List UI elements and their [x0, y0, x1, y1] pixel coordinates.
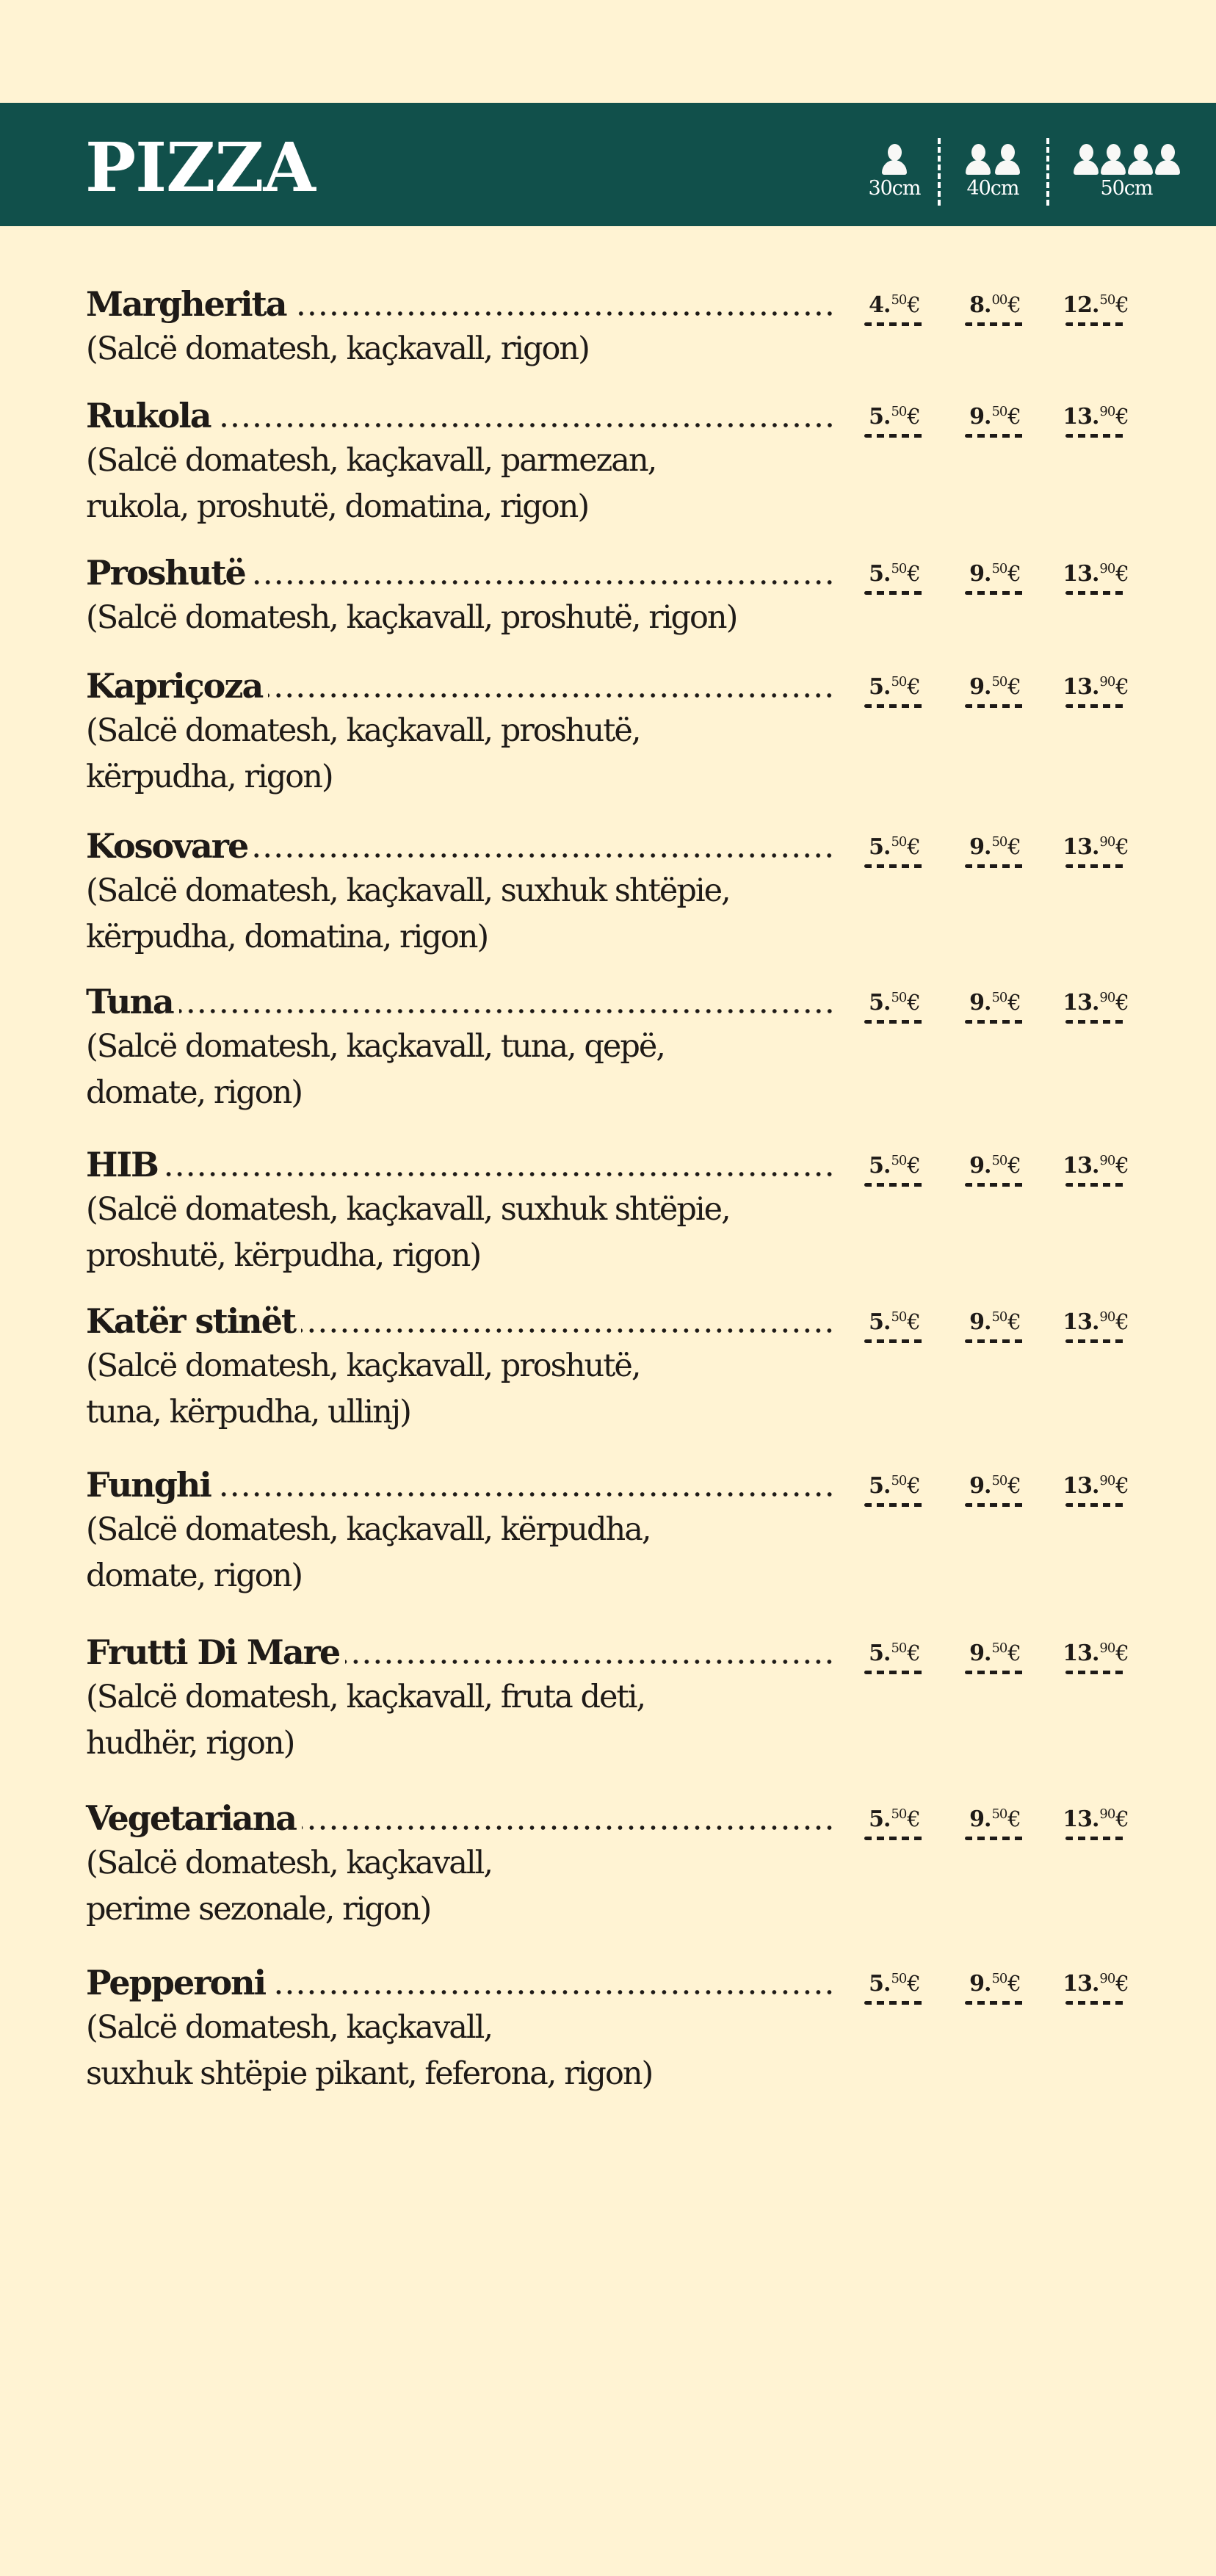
price-underline — [864, 434, 924, 438]
price-whole: 13. — [1063, 1473, 1099, 1499]
price-underline — [864, 704, 924, 708]
item-description: (Salcë domatesh, kaçkavall, parmezan, rukola, proshutë, domatina, rigon) — [86, 442, 656, 525]
item-name-row — [86, 1632, 835, 1673]
price-underline — [1065, 864, 1126, 868]
price-underline — [965, 864, 1025, 868]
item-name: Margherita — [86, 284, 286, 324]
item-description: (Salcë domatesh, kaçkavall, rigon) — [86, 330, 589, 367]
price-whole: 13. — [1063, 1309, 1099, 1335]
item-description: (Salcë domatesh, kaçkavall, suxhuk shtëpie, proshutë, kërpudha, rigon) — [86, 1191, 730, 1274]
currency-symbol: € — [1007, 990, 1021, 1015]
section-header — [0, 103, 1216, 226]
price-whole: 13. — [1063, 404, 1099, 430]
item-name-row — [86, 1464, 835, 1505]
currency-symbol: € — [907, 1153, 920, 1178]
price-whole: 8. — [969, 292, 991, 318]
currency-symbol: € — [907, 1309, 920, 1334]
price-50cm — [1063, 1469, 1129, 1507]
price-50cm — [1063, 1305, 1129, 1343]
price-whole: 9. — [969, 404, 991, 430]
price-30cm — [861, 830, 927, 868]
price-whole: 13. — [1063, 561, 1099, 587]
price-whole: 5. — [869, 834, 891, 860]
price-50cm — [1063, 1967, 1129, 2005]
currency-symbol: € — [1115, 1309, 1129, 1334]
price-underline — [864, 1183, 924, 1187]
price-cents: 50 — [1099, 292, 1115, 308]
price-cents: 50 — [891, 834, 907, 850]
item-name-row — [86, 665, 835, 706]
price-underline — [864, 322, 924, 326]
price-30cm — [861, 1148, 927, 1187]
menu-item — [86, 1300, 1187, 1436]
dot-leader — [253, 853, 835, 858]
price-whole: 9. — [969, 1806, 991, 1832]
price-cents: 50 — [991, 561, 1007, 576]
person-icon — [1073, 144, 1099, 175]
price-cents: 50 — [991, 990, 1007, 1005]
currency-symbol: € — [907, 292, 920, 317]
price-whole: 9. — [969, 674, 991, 700]
price-cents: 50 — [991, 1473, 1007, 1488]
price-cents: 50 — [891, 674, 907, 690]
menu-item — [86, 283, 1187, 372]
price-underline — [965, 1183, 1025, 1187]
price-50cm — [1063, 288, 1129, 326]
item-description: (Salcë domatesh, kaçkavall, proshutë, tuna, kërpudha, ullinj) — [86, 1347, 640, 1430]
currency-symbol: € — [1115, 674, 1129, 699]
item-name: Proshutë — [86, 553, 245, 593]
person-icon — [994, 144, 1021, 175]
currency-symbol: € — [1115, 1971, 1129, 1996]
price-cents: 90 — [1099, 1153, 1115, 1168]
price-cents: 50 — [891, 1640, 907, 1656]
currency-symbol: € — [907, 1473, 920, 1498]
price-whole: 13. — [1063, 1806, 1099, 1832]
item-name: Kosovare — [86, 826, 248, 866]
price-cents: 50 — [891, 292, 907, 308]
price-cents: 50 — [891, 1473, 907, 1488]
price-underline — [1065, 322, 1126, 326]
menu-item — [86, 552, 1187, 641]
price-cents: 90 — [1099, 404, 1115, 419]
price-underline — [965, 1020, 1025, 1024]
price-40cm — [962, 670, 1028, 708]
price-underline — [864, 1020, 924, 1024]
currency-symbol: € — [1115, 1640, 1129, 1665]
item-description: (Salcë domatesh, kaçkavall, suxhuk shtëpie, kërpudha, domatina, rigon) — [86, 872, 730, 955]
price-whole: 12. — [1063, 292, 1099, 318]
price-cents: 90 — [1099, 1806, 1115, 1822]
price-50cm — [1063, 985, 1129, 1024]
price-40cm — [962, 830, 1028, 868]
price-whole: 9. — [969, 834, 991, 860]
dot-leader — [217, 1492, 835, 1497]
dot-leader — [217, 423, 835, 427]
price-underline — [965, 2001, 1025, 2005]
price-underline — [965, 1837, 1025, 1840]
currency-symbol: € — [1007, 1153, 1021, 1178]
price-30cm — [861, 399, 927, 438]
price-30cm — [861, 985, 927, 1024]
dot-leader — [179, 1009, 835, 1013]
item-name-row — [86, 1962, 835, 2003]
price-cents: 50 — [991, 1971, 1007, 1986]
price-cents: 50 — [891, 990, 907, 1005]
dot-leader — [301, 1328, 835, 1333]
price-whole: 9. — [969, 1153, 991, 1179]
price-underline — [864, 864, 924, 868]
price-whole: 5. — [869, 1309, 891, 1335]
price-30cm — [861, 1967, 927, 2005]
item-name: Funghi — [86, 1465, 211, 1505]
currency-symbol: € — [907, 1640, 920, 1665]
price-whole: 13. — [1063, 674, 1099, 700]
section-title: PIZZA — [85, 128, 315, 207]
item-name-row — [86, 395, 835, 436]
menu-item — [86, 1632, 1187, 1767]
item-name: Tuna — [86, 982, 173, 1021]
price-cents: 90 — [1099, 990, 1115, 1005]
currency-symbol: € — [1007, 561, 1021, 586]
currency-symbol: € — [907, 404, 920, 429]
price-30cm — [861, 1469, 927, 1507]
item-description: (Salcë domatesh, kaçkavall, perime sezonale, rigon) — [86, 1845, 493, 1928]
item-name: HIB — [86, 1145, 158, 1184]
size-divider — [938, 138, 941, 206]
price-underline — [1065, 2001, 1126, 2005]
price-whole: 5. — [869, 561, 891, 587]
price-underline — [864, 591, 924, 595]
item-name-row — [86, 1144, 835, 1185]
dot-leader — [251, 580, 835, 585]
currency-symbol: € — [1115, 990, 1129, 1015]
item-name-row — [86, 1300, 835, 1342]
item-name-row — [86, 981, 835, 1022]
price-underline — [965, 434, 1025, 438]
price-underline — [965, 1671, 1025, 1674]
currency-symbol: € — [907, 674, 920, 699]
price-cents: 50 — [991, 674, 1007, 690]
item-description: (Salcë domatesh, kaçkavall, fruta deti, hudhër, rigon) — [86, 1679, 645, 1762]
price-whole: 9. — [969, 561, 991, 587]
menu-item — [86, 1962, 1187, 2097]
price-30cm — [861, 1802, 927, 1840]
price-40cm — [962, 1305, 1028, 1343]
price-underline — [1065, 704, 1126, 708]
price-underline — [864, 1837, 924, 1840]
price-whole: 13. — [1063, 834, 1099, 860]
currency-symbol: € — [1007, 404, 1021, 429]
currency-symbol: € — [1115, 404, 1129, 429]
price-cents: 50 — [891, 1806, 907, 1822]
dot-leader — [164, 1172, 835, 1176]
price-whole: 13. — [1063, 1640, 1099, 1666]
price-whole: 5. — [869, 1806, 891, 1832]
dot-leader — [271, 1990, 835, 1994]
price-40cm — [962, 1148, 1028, 1187]
currency-symbol: € — [907, 1806, 920, 1831]
price-underline — [1065, 1671, 1126, 1674]
price-40cm — [962, 985, 1028, 1024]
currency-symbol: € — [1007, 1309, 1021, 1334]
price-cents: 50 — [891, 1309, 907, 1325]
price-cents: 90 — [1099, 1309, 1115, 1325]
price-30cm — [861, 1636, 927, 1674]
price-30cm — [861, 288, 927, 326]
menu-item — [86, 1144, 1187, 1279]
currency-symbol: € — [1115, 834, 1129, 859]
menu-item — [86, 395, 1187, 530]
currency-symbol: € — [1007, 834, 1021, 859]
price-whole: 4. — [869, 292, 891, 318]
item-name-row — [86, 552, 835, 593]
price-whole: 13. — [1063, 1153, 1099, 1179]
price-whole: 5. — [869, 1971, 891, 1997]
price-underline — [864, 1339, 924, 1343]
price-whole: 13. — [1063, 990, 1099, 1016]
item-description: (Salcë domatesh, kaçkavall, proshutë, kërpudha, rigon) — [86, 712, 640, 795]
size-label: 40cm — [966, 177, 1019, 200]
item-name-row — [86, 283, 835, 325]
item-name-row — [86, 1798, 835, 1839]
menu-item — [86, 981, 1187, 1116]
price-underline — [965, 1503, 1025, 1507]
price-underline — [1065, 1837, 1126, 1840]
price-50cm — [1063, 1802, 1129, 1840]
size-label: 30cm — [868, 177, 921, 200]
currency-symbol: € — [1115, 1806, 1129, 1831]
price-cents: 50 — [991, 404, 1007, 419]
price-whole: 5. — [869, 990, 891, 1016]
persons-2 — [950, 142, 1035, 175]
item-name: Frutti Di Mare — [86, 1632, 340, 1672]
price-30cm — [861, 557, 927, 595]
currency-symbol: € — [1115, 292, 1129, 317]
price-50cm — [1063, 670, 1129, 708]
price-whole: 5. — [869, 1153, 891, 1179]
menu-item — [86, 1798, 1187, 1933]
price-50cm — [1063, 830, 1129, 868]
item-description: (Salcë domatesh, kaçkavall, proshutë, rigon) — [86, 599, 737, 636]
dot-leader — [302, 1826, 835, 1830]
price-underline — [965, 1339, 1025, 1343]
dot-leader — [268, 693, 835, 698]
size-50cm — [1066, 142, 1187, 200]
price-underline — [965, 322, 1025, 326]
price-40cm — [962, 288, 1028, 326]
price-whole: 5. — [869, 674, 891, 700]
price-cents: 90 — [1099, 834, 1115, 850]
persons-4 — [1066, 142, 1187, 175]
price-whole: 13. — [1063, 1971, 1099, 1997]
person-icon — [1127, 144, 1154, 175]
currency-symbol: € — [1007, 292, 1021, 317]
price-whole: 5. — [869, 404, 891, 430]
price-underline — [1065, 1339, 1126, 1343]
currency-symbol: € — [907, 990, 920, 1015]
currency-symbol: € — [1007, 1806, 1021, 1831]
price-40cm — [962, 1802, 1028, 1840]
price-whole: 5. — [869, 1473, 891, 1499]
price-underline — [864, 1671, 924, 1674]
item-description: (Salcë domatesh, kaçkavall, tuna, qepë, domate, rigon) — [86, 1028, 665, 1111]
price-cents: 50 — [991, 1309, 1007, 1325]
price-whole: 9. — [969, 1309, 991, 1335]
price-underline — [1065, 1183, 1126, 1187]
person-icon — [881, 144, 908, 175]
item-name: Kapriçoza — [86, 666, 263, 706]
price-cents: 50 — [891, 1153, 907, 1168]
person-icon — [965, 144, 991, 175]
currency-symbol: € — [1115, 1473, 1129, 1498]
price-cents: 50 — [991, 1153, 1007, 1168]
menu-item — [86, 825, 1187, 960]
price-40cm — [962, 1469, 1028, 1507]
item-description: (Salcë domatesh, kaçkavall, suxhuk shtëpie pikant, feferona, rigon) — [86, 2009, 653, 2092]
currency-symbol: € — [907, 834, 920, 859]
item-name-row — [86, 825, 835, 866]
size-40cm — [950, 142, 1035, 200]
price-whole: 9. — [969, 990, 991, 1016]
dot-leader — [292, 311, 835, 316]
currency-symbol: € — [1115, 1153, 1129, 1178]
price-underline — [1065, 591, 1126, 595]
price-whole: 9. — [969, 1473, 991, 1499]
size-label: 50cm — [1100, 177, 1153, 200]
price-underline — [864, 1503, 924, 1507]
price-cents: 50 — [891, 561, 907, 576]
price-cents: 90 — [1099, 561, 1115, 576]
item-name: Rukola — [86, 396, 211, 435]
price-whole: 5. — [869, 1640, 891, 1666]
menu-item — [86, 665, 1187, 800]
currency-symbol: € — [1007, 1971, 1021, 1996]
price-40cm — [962, 399, 1028, 438]
price-cents: 50 — [991, 1806, 1007, 1822]
price-30cm — [861, 1305, 927, 1343]
price-30cm — [861, 670, 927, 708]
person-icon — [1100, 144, 1126, 175]
currency-symbol: € — [1007, 1473, 1021, 1498]
price-cents: 90 — [1099, 1971, 1115, 1986]
price-underline — [965, 704, 1025, 708]
price-underline — [1065, 1503, 1126, 1507]
currency-symbol: € — [1115, 561, 1129, 586]
price-cents: 50 — [991, 1640, 1007, 1656]
price-40cm — [962, 1636, 1028, 1674]
price-cents: 90 — [1099, 674, 1115, 690]
price-underline — [1065, 1020, 1126, 1024]
price-cents: 50 — [891, 404, 907, 419]
price-50cm — [1063, 399, 1129, 438]
price-underline — [1065, 434, 1126, 438]
price-cents: 50 — [891, 1971, 907, 1986]
price-cents: 50 — [991, 834, 1007, 850]
price-50cm — [1063, 557, 1129, 595]
price-50cm — [1063, 1636, 1129, 1674]
currency-symbol: € — [907, 561, 920, 586]
price-40cm — [962, 557, 1028, 595]
person-icon — [1154, 144, 1181, 175]
item-name: Katër stinët — [86, 1301, 296, 1341]
price-cents: 90 — [1099, 1640, 1115, 1656]
size-30cm — [861, 142, 928, 200]
price-cents: 00 — [991, 292, 1007, 308]
item-name: Pepperoni — [86, 1963, 266, 2002]
item-name: Vegetariana — [86, 1798, 296, 1838]
price-40cm — [962, 1967, 1028, 2005]
price-whole: 9. — [969, 1971, 991, 1997]
size-divider — [1046, 138, 1049, 206]
dot-leader — [345, 1660, 835, 1664]
persons-1 — [861, 142, 928, 175]
item-description: (Salcë domatesh, kaçkavall, kërpudha, domate, rigon) — [86, 1511, 651, 1594]
price-underline — [965, 591, 1025, 595]
menu-item — [86, 1464, 1187, 1599]
currency-symbol: € — [1007, 674, 1021, 699]
price-cents: 90 — [1099, 1473, 1115, 1488]
price-50cm — [1063, 1148, 1129, 1187]
currency-symbol: € — [1007, 1640, 1021, 1665]
currency-symbol: € — [907, 1971, 920, 1996]
price-underline — [864, 2001, 924, 2005]
price-whole: 9. — [969, 1640, 991, 1666]
